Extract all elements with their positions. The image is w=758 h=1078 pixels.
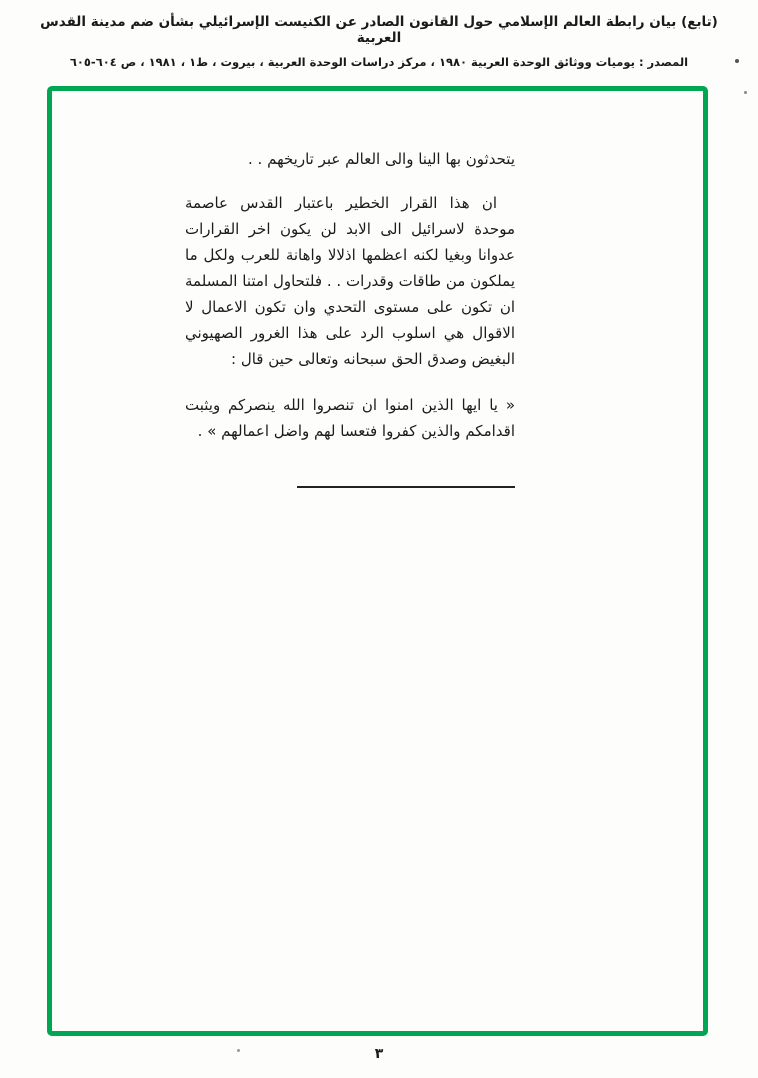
- header-title: (تابع) بيان رابطة العالم الإسلامي حول القانون الصادر عن الكنيست الإسرائيلي بشأن ضم مدينة القدس العربية: [40, 14, 718, 46]
- intro-line: يتحدثون بها الينا والى العالم عبر تاريخهم . .: [248, 150, 515, 168]
- body-text-block: [185, 146, 515, 488]
- highlight-frame: [47, 86, 708, 1036]
- footnote-divider: [297, 486, 515, 488]
- quran-quote: « يا ايها الذين امنوا ان تنصروا الله ينصركم ويثبت اقدامكم والذين كفروا فتعسا لهم واضل اعمالهم » .: [185, 396, 515, 440]
- scan-artifact-dot: [735, 59, 739, 63]
- page-number: ٣: [374, 1046, 384, 1062]
- scan-artifact-dot: [744, 91, 747, 94]
- scan-artifact-dot: [237, 1049, 240, 1052]
- main-paragraph: ان هذا القرار الخطير باعتبار القدس عاصمة موحدة لاسرائيل الى الابد لن يكون اخر القرارات عدوانا وبغيا لكنه اعظمها اذلالا واهانة للعرب ولكل ما يملكون من طاقات وقدرات . . فلتحاول امتنا المسلمة ان تكون على مستوى التحدي وان تكون الاعمال لا الاقوال هي اسلوب الرد على هذا الغرور الصهيوني البغيض وصدق الحق سبحانه وتعالى حين قال :: [185, 194, 515, 368]
- header-source-line: المصدر : يوميات ووثائق الوحدة العربية ١٩٨٠ ، مركز دراسات الوحدة العربية ، بيروت ، ط١ ، ١٩٨١ ، ص ٦٠٤-٦٠٥: [69, 55, 689, 69]
- document-header: [30, 14, 728, 69]
